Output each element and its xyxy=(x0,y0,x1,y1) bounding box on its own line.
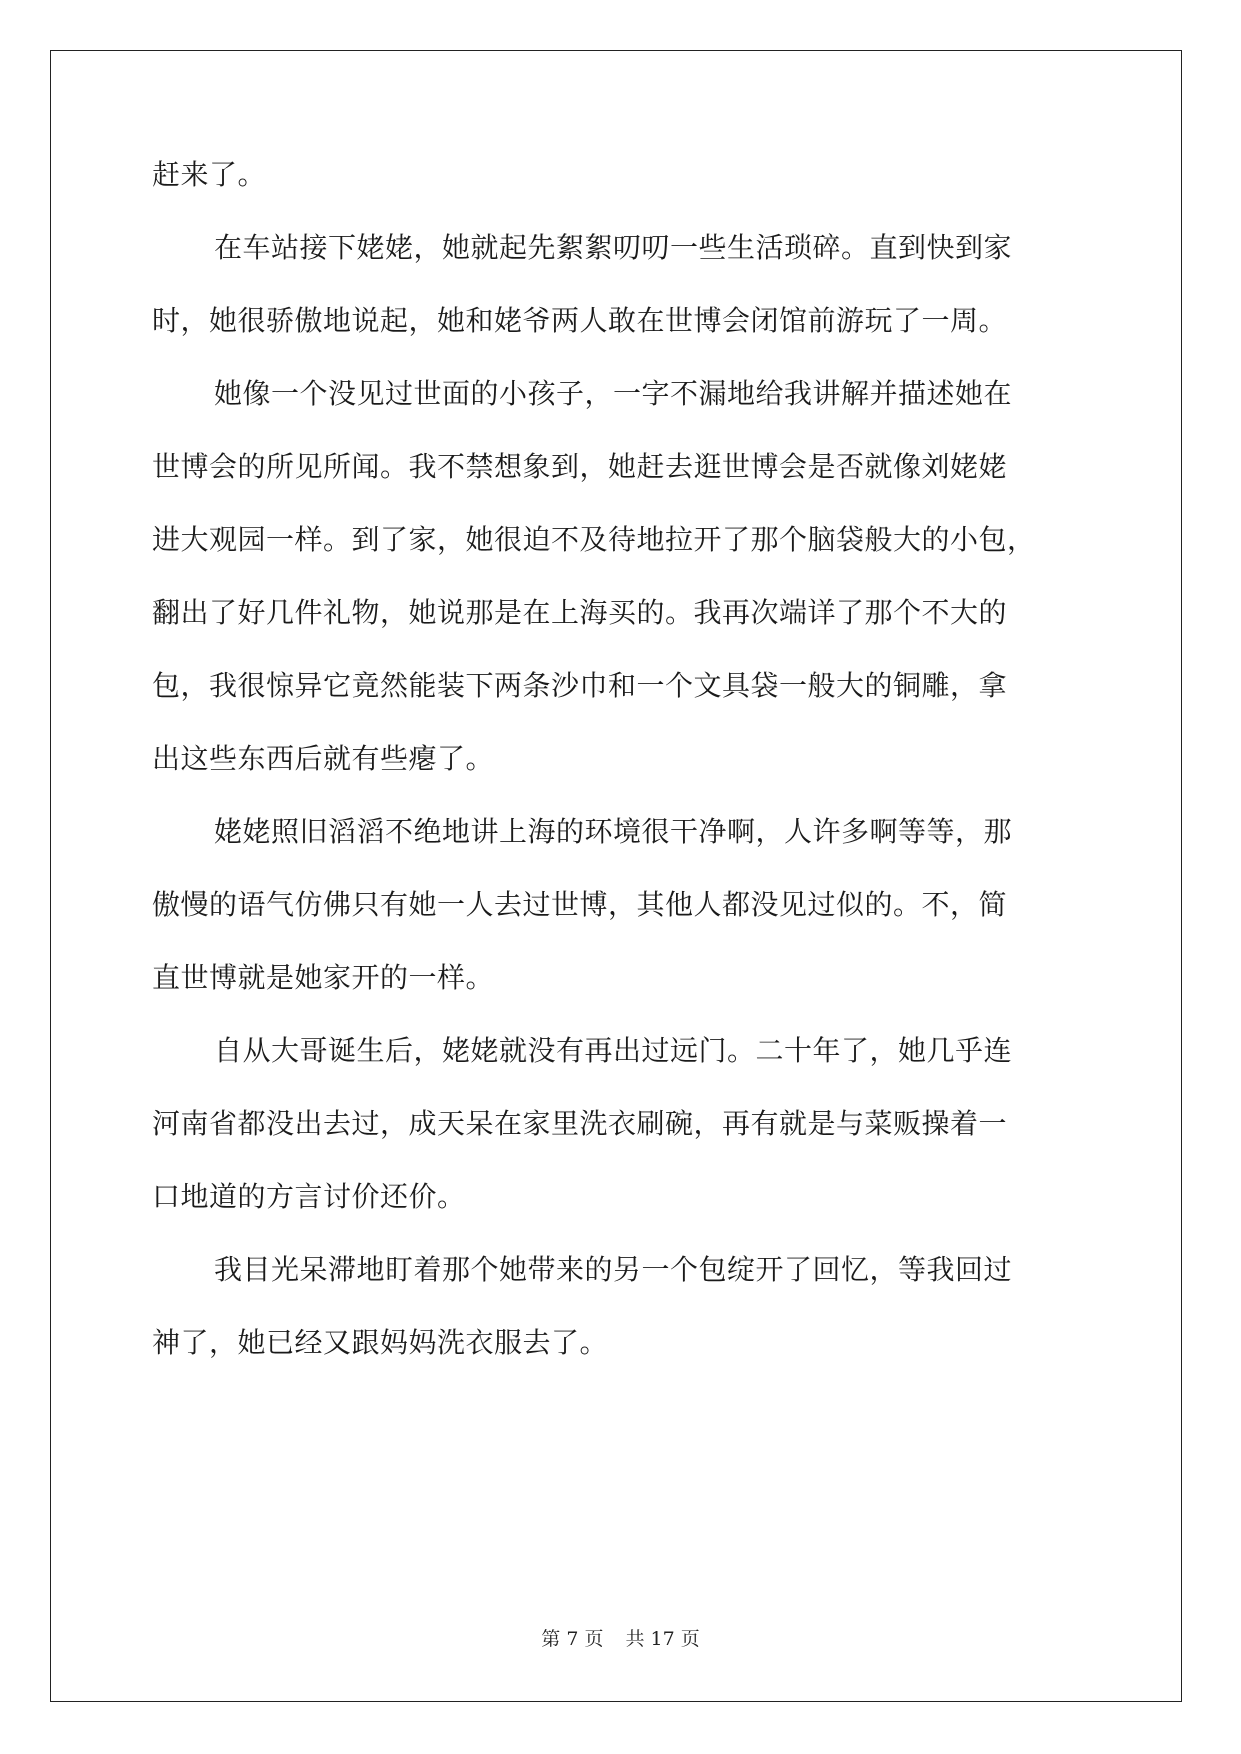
text-line: 河南省都没出去过，成天呆在家里洗衣刷碗，再有就是与菜贩操着一 xyxy=(152,1107,1008,1140)
text-line: 神了，她已经又跟妈妈洗衣服去了。 xyxy=(152,1326,609,1359)
text-line: 直世博就是她家开的一样。 xyxy=(152,961,495,994)
paragraph-first-line: 姥姥照旧滔滔不绝地讲上海的环境很干净啊，人许多啊等等，那 xyxy=(214,815,1013,848)
text-line: 傲慢的语气仿佛只有她一人去过世博，其他人都没见过似的。不，简 xyxy=(152,888,1008,921)
text-line: 包，我很惊异它竟然能装下两条沙巾和一个文具袋一般大的铜雕，拿 xyxy=(152,669,1008,702)
text-line: 赶来了。 xyxy=(152,158,267,191)
total-pages: 共 17 页 xyxy=(625,1628,700,1650)
text-line: 世博会的所见所闻。我不禁想象到，她赶去逛世博会是否就像刘姥姥 xyxy=(152,450,1008,483)
paragraph-first-line: 她像一个没见过世面的小孩子，一字不漏地给我讲解并描述她在 xyxy=(214,377,1013,410)
paragraph-first-line: 我目光呆滞地盯着那个她带来的另一个包绽开了回忆，等我回过 xyxy=(214,1253,1013,1286)
text-line: 进大观园一样。到了家，她很迫不及待地拉开了那个脑袋般大的小包， xyxy=(152,523,1036,556)
text-line: 时，她很骄傲地说起，她和姥爷两人敢在世博会闭馆前游玩了一周。 xyxy=(152,304,1008,337)
paragraph-first-line: 自从大哥诞生后，姥姥就没有再出过远门。二十年了，她几乎连 xyxy=(214,1034,1013,1067)
text-line: 翻出了好几件礼物，她说那是在上海买的。我再次端详了那个不大的 xyxy=(152,596,1008,629)
page-border xyxy=(50,50,1182,1702)
paragraph-first-line: 在车站接下姥姥，她就起先絮絮叨叨一些生活琐碎。直到快到家 xyxy=(214,231,1013,264)
page-footer xyxy=(0,1624,1241,1651)
page-number: 第 7 页 xyxy=(541,1628,604,1650)
text-line: 口地道的方言讨价还价。 xyxy=(152,1180,466,1213)
text-line: 出这些东西后就有些瘪了。 xyxy=(152,742,495,775)
